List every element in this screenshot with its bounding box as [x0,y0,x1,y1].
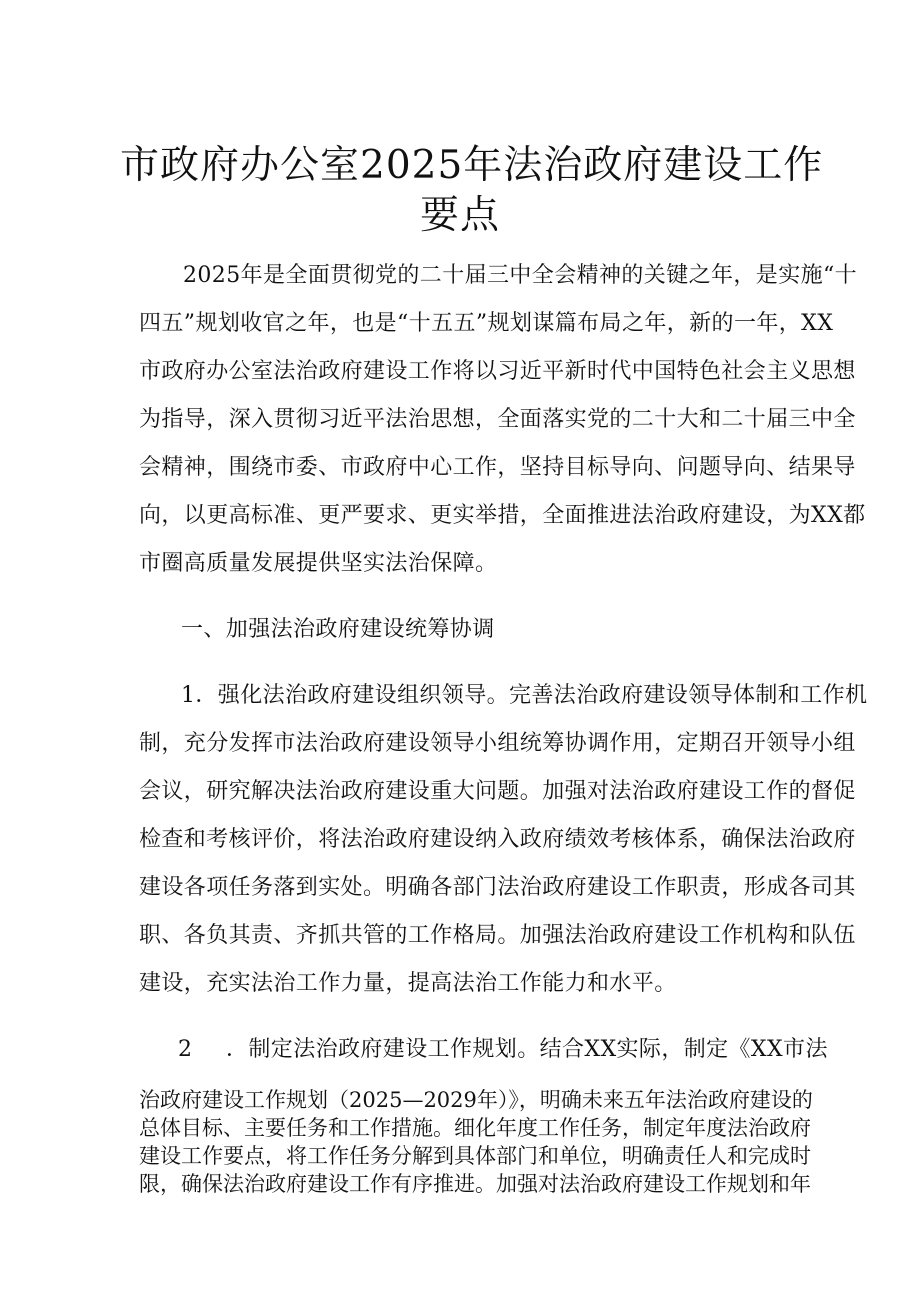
document-title-line-2: 要点 [419,193,500,238]
item2-line-1: ．制定法治政府建设工作规划。结合XX实际，制定《XX市法 [226,1037,828,1062]
intro-line-7: 市圈高质量发展提供坚实法治保障。 [139,551,498,576]
item2-line-2: 治政府建设工作规划（2025—2029年）》，明确未来五年法治政府建设的 [139,1088,813,1112]
item1-line-6: 职、各负其责、齐抓共管的工作格局。加强法治政府建设工作机构和队伍 [139,923,856,948]
item1-line-1: 1．强化法治政府建设组织领导。完善法治政府建设领导体制和工作机 [181,683,868,708]
item1-line-2: 制，充分发挥市法治政府建设领导小组统筹协调作用，定期召开领导小组 [139,731,856,756]
item2-number: 2 [178,1037,193,1062]
item1-line-5: 建设各项任务落到实处。明确各部门法治政府建设工作职责，形成各司其 [139,875,856,900]
item2-line-4: 建设工作要点，将工作任务分解到具体部门和单位，明确责任人和完成时 [139,1144,811,1168]
intro-line-6: 向，以更高标准、更严要求、更实举措，全面推进法治政府建设，为XX都 [139,503,866,528]
section-heading-1: 一、加强法治政府建设统筹协调 [181,617,495,642]
intro-line-3: 市政府办公室法治政府建设工作将以习近平新时代中国特色社会主义思想 [139,359,856,384]
item1-line-4: 检查和考核评价，将法治政府建设纳入政府绩效考核体系，确保法治政府 [139,827,856,852]
item2-line-3: 总体目标、主要任务和工作措施。细化年度工作任务，制定年度法治政府 [139,1116,811,1140]
item2-line-5: 限，确保法治政府建设工作有序推进。加强对法治政府建设工作规划和年 [139,1172,811,1196]
item1-line-3: 会议，研究解决法治政府建设重大问题。加强对法治政府建设工作的督促 [139,779,856,804]
intro-line-4: 为指导，深入贯彻习近平法治思想，全面落实党的二十大和二十届三中全 [139,407,856,432]
intro-line-2: 四五”规划收官之年，也是“十五五”规划谋篇布局之年，新的一年，XX [139,311,834,336]
item1-line-7: 建设，充实法治工作力量，提高法治工作能力和水平。 [139,971,677,996]
document-title-line-1: 市政府办公室2025年法治政府建设工作 [120,143,824,188]
intro-line-1: 2025年是全面贯彻党的二十届三中全会精神的关键之年，是实施“十 [183,263,858,288]
intro-line-5: 会精神，围绕市委、市政府中心工作，坚持目标导向、问题导向、结果导 [139,455,856,480]
